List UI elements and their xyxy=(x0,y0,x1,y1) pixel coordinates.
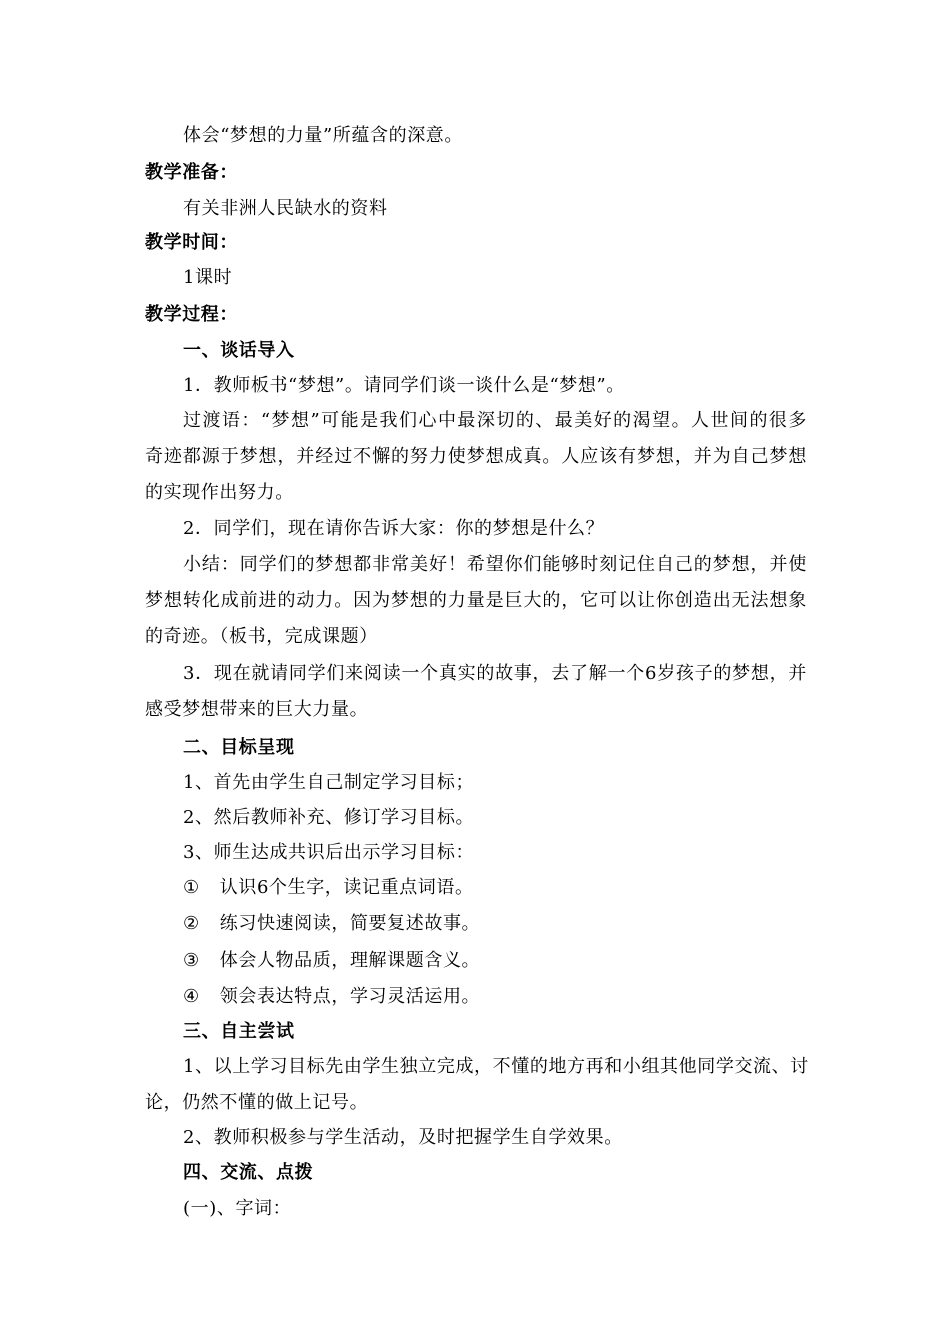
section-2-title: 二、目标呈现 xyxy=(183,737,295,758)
process-heading: 教学过程： xyxy=(145,304,238,325)
goal-number: ③ xyxy=(183,950,200,971)
section-1-paragraph-5-line-2: 感受梦想带来的巨大力量。 xyxy=(145,699,369,720)
goal-text: 体会人物品质，理解课题含义。 xyxy=(219,950,481,971)
section-1-title: 一、谈话导入 xyxy=(183,340,295,361)
section-2-item-3: 3、师生达成共识后出示学习目标： xyxy=(183,842,475,863)
goal-item xyxy=(183,949,480,973)
section-1-paragraph-2-line-3: 的实现作出努力。 xyxy=(145,482,294,503)
time-heading: 教学时间： xyxy=(145,232,238,253)
goal-item xyxy=(183,876,474,900)
section-3-title: 三、自主尝试 xyxy=(183,1021,295,1042)
goal-text: 练习快速阅读，简要复述故事。 xyxy=(219,913,481,934)
goal-number: ① xyxy=(183,877,200,898)
goal-text: 领会表达特点，学习灵活运用。 xyxy=(219,986,481,1007)
section-1-paragraph-3: 2．同学们，现在请你告诉大家：你的梦想是什么？ xyxy=(183,518,605,539)
section-1-paragraph-2-line-1: 过渡语：“梦想”可能是我们心中最深切的、最美好的渴望。人世间的很多 xyxy=(183,410,807,431)
section-1-paragraph-5-line-1: 3．现在就请同学们来阅读一个真实的故事，去了解一个6岁孩子的梦想，并 xyxy=(183,663,807,684)
goal-text: 认识6个生字，读记重点词语。 xyxy=(219,877,474,898)
section-4-subheading-1: (一)、字词： xyxy=(183,1198,292,1219)
section-3-paragraph-1-line-1: 1、以上学习目标先由学生独立完成，不懂的地方再和小组其他同学交流、讨 xyxy=(183,1056,809,1077)
section-1-paragraph-2-line-2: 奇迹都源于梦想，并经过不懈的努力使梦想成真。人应该有梦想，并为自己梦想 xyxy=(145,446,807,467)
prep-heading: 教学准备： xyxy=(145,162,238,183)
goal-number: ④ xyxy=(183,986,200,1007)
section-2-item-2: 2、然后教师补充、修订学习目标。 xyxy=(183,807,475,828)
section-4-title: 四、交流、点拨 xyxy=(183,1162,314,1183)
section-2-item-1: 1、首先由学生自己制定学习目标； xyxy=(183,772,475,793)
section-3-paragraph-2: 2、教师积极参与学生活动，及时把握学生自学效果。 xyxy=(183,1127,623,1148)
goal-item xyxy=(183,912,480,936)
intro-line: 体会“梦想的力量”所蕴含的深意。 xyxy=(183,125,464,146)
section-1-paragraph-4-line-3: 的奇迹。（板书，完成课题） xyxy=(145,626,378,647)
goal-number: ② xyxy=(183,913,200,934)
prep-text: 有关非洲人民缺水的资料 xyxy=(183,198,388,219)
section-1-paragraph-4-line-1: 小结：同学们的梦想都非常美好！希望你们能够时刻记住自己的梦想，并使 xyxy=(183,554,807,575)
time-text: 1课时 xyxy=(183,267,233,288)
section-1-paragraph-1: 1．教师板书“梦想”。请同学们谈一谈什么是“梦想”。 xyxy=(183,375,625,396)
section-3-paragraph-1-line-2: 论，仍然不懂的做上记号。 xyxy=(145,1092,369,1113)
section-1-paragraph-4-line-2: 梦想转化成前进的动力。因为梦想的力量是巨大的，它可以让你创造出无法想象 xyxy=(145,590,807,611)
goal-item xyxy=(183,985,480,1009)
